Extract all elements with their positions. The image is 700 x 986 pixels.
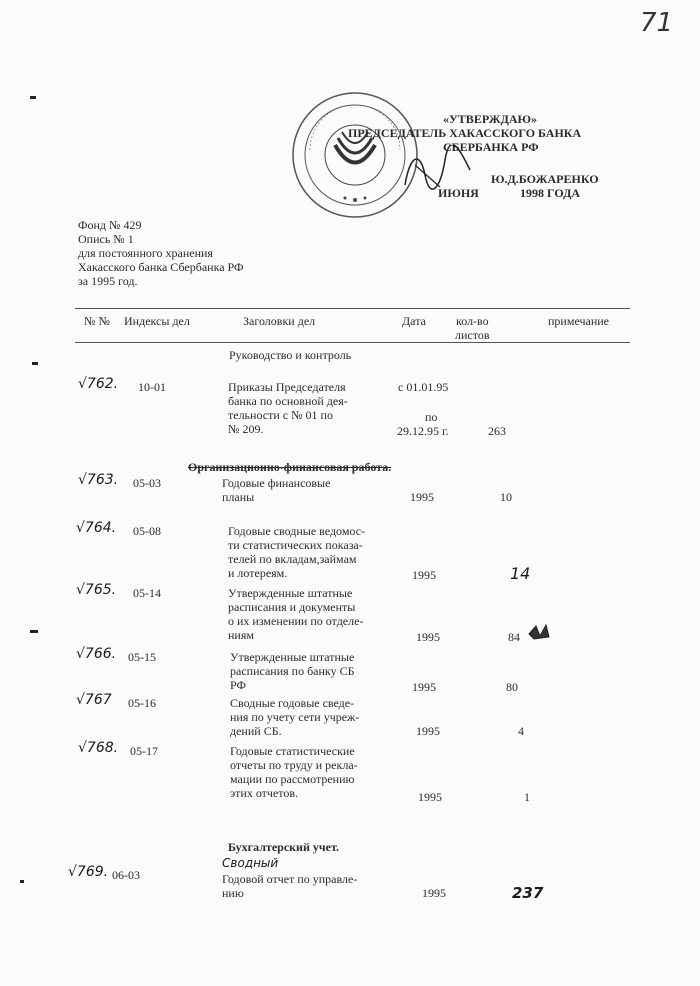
row-title-line: Утвержденные штатные bbox=[230, 650, 355, 664]
row-count: 10 bbox=[500, 490, 512, 504]
row-count: 80 bbox=[506, 680, 518, 694]
check-mark: √768. bbox=[78, 740, 119, 756]
row-index: 05-17 bbox=[130, 744, 158, 758]
row-count: 84 bbox=[508, 630, 520, 644]
row-title-line: расписания и документы bbox=[228, 600, 356, 614]
fund-line-3: для постоянного хранения bbox=[78, 246, 213, 260]
row-count: 237 bbox=[512, 884, 544, 902]
approval-position-line1: ПРЕДСЕДАТЕЛЬ ХАКАССКОГО БАНКА bbox=[348, 126, 582, 140]
row-title-line: и лотереям. bbox=[228, 566, 288, 580]
row-count: 263 bbox=[488, 424, 506, 438]
row-count: 4 bbox=[518, 724, 524, 738]
check-mark: √764. bbox=[76, 520, 117, 536]
scan-speck bbox=[32, 362, 38, 365]
row-title-line: Утвержденные штатные bbox=[228, 586, 353, 600]
row-date-to: 29.12.95 г. bbox=[397, 424, 449, 438]
row-index: 05-03 bbox=[133, 476, 161, 490]
header-num: № № bbox=[84, 314, 110, 328]
row-title-line: Годовой отчет по управле- bbox=[222, 872, 358, 886]
row-title-line: планы bbox=[222, 490, 255, 504]
row-date-from: с 01.01.95 bbox=[398, 380, 449, 394]
row-title-line: ния по учету сети учреж- bbox=[230, 710, 360, 724]
fund-number: Фонд № 429 bbox=[78, 218, 142, 232]
row-date: 1995 bbox=[416, 724, 440, 738]
row-date: 1995 bbox=[412, 680, 436, 694]
check-mark: √767 bbox=[76, 692, 112, 708]
row-date: 1995 bbox=[416, 630, 440, 644]
row-title-line: телей по вкладам,займам bbox=[228, 552, 357, 566]
section-title: Руководство и контроль bbox=[229, 348, 352, 362]
row-index: 05-15 bbox=[128, 650, 156, 664]
scan-speck bbox=[30, 630, 38, 633]
row-title-line: тельности с № 01 по bbox=[228, 408, 333, 422]
row-title-line: мации по рассмотрению bbox=[230, 772, 355, 786]
row-title-line: Годовые финансовые bbox=[222, 476, 331, 490]
row-date: 1995 bbox=[418, 790, 442, 804]
approval-title: «УТВЕРЖДАЮ» bbox=[443, 112, 538, 126]
row-index: 05-14 bbox=[133, 586, 161, 600]
handwritten-note: Сводный bbox=[222, 856, 279, 870]
row-title-line: дений СБ. bbox=[230, 724, 282, 738]
table-header-rule bbox=[75, 342, 630, 343]
check-mark: √762. bbox=[78, 376, 119, 392]
inventory-number: Опись № 1 bbox=[78, 232, 134, 246]
row-title-line: о их изменении по отделе- bbox=[228, 614, 364, 628]
header-date: Дата bbox=[402, 314, 426, 328]
row-title-line: Годовые сводные ведомос- bbox=[228, 524, 366, 538]
check-mark: √766. bbox=[76, 646, 117, 662]
row-title-line: Сводные годовые сведе- bbox=[230, 696, 355, 710]
row-title-line: банка по основной дея- bbox=[228, 394, 348, 408]
row-index: 06-03 bbox=[112, 868, 140, 882]
page-number: 71 bbox=[640, 8, 674, 38]
check-mark: √763. bbox=[78, 472, 119, 488]
row-title-line: Приказы Председателя bbox=[228, 380, 346, 394]
header-count-l2: листов bbox=[455, 328, 490, 342]
header-note: примечание bbox=[548, 314, 609, 328]
row-index: 05-16 bbox=[128, 696, 156, 710]
row-title-line: № 209. bbox=[228, 422, 264, 436]
row-index: 05-08 bbox=[133, 524, 161, 538]
check-mark: √765. bbox=[76, 582, 117, 598]
row-date: 1995 bbox=[422, 886, 446, 900]
row-date: 1995 bbox=[412, 568, 436, 582]
row-count: 1 bbox=[524, 790, 530, 804]
ink-scribble bbox=[526, 622, 552, 642]
row-date-to-label: по bbox=[425, 410, 438, 424]
section-title: Бухгалтерский учет. bbox=[228, 840, 339, 854]
fund-line-4: Хакасского банка Сбербанка РФ bbox=[78, 260, 244, 274]
check-mark: √769. bbox=[68, 864, 109, 880]
row-title-line: нию bbox=[222, 886, 244, 900]
approval-signer: Ю.Д.БОЖАРЕНКО bbox=[491, 172, 599, 186]
header-index: Индексы дел bbox=[124, 314, 190, 328]
approval-month: ИЮНЯ bbox=[438, 186, 479, 200]
header-title: Заголовки дел bbox=[243, 314, 316, 328]
row-title-line: Годовые статистические bbox=[230, 744, 355, 758]
section-title: Организационно-финансовая работа. bbox=[188, 460, 392, 474]
fund-line-5: за 1995 год. bbox=[78, 274, 138, 288]
row-title-line: ти статистических показа- bbox=[228, 538, 363, 552]
scan-speck bbox=[20, 880, 24, 883]
row-title-line: отчеты по труду и рекла- bbox=[230, 758, 358, 772]
row-index: 10-01 bbox=[138, 380, 166, 394]
row-title-line: этих отчетов. bbox=[230, 786, 299, 800]
row-title-line: ниям bbox=[228, 628, 254, 642]
row-title-line: РФ bbox=[230, 678, 246, 692]
scan-speck bbox=[30, 96, 36, 99]
header-count: кол-во bbox=[456, 314, 489, 328]
approval-position-line2: СБЕРБАНКА РФ bbox=[443, 140, 539, 154]
row-title-line: расписания по банку СБ bbox=[230, 664, 355, 678]
table-top-rule bbox=[75, 308, 630, 309]
approval-year: 1998 ГОДА bbox=[520, 186, 580, 200]
row-date: 1995 bbox=[410, 490, 434, 504]
row-count: 14 bbox=[510, 564, 531, 583]
